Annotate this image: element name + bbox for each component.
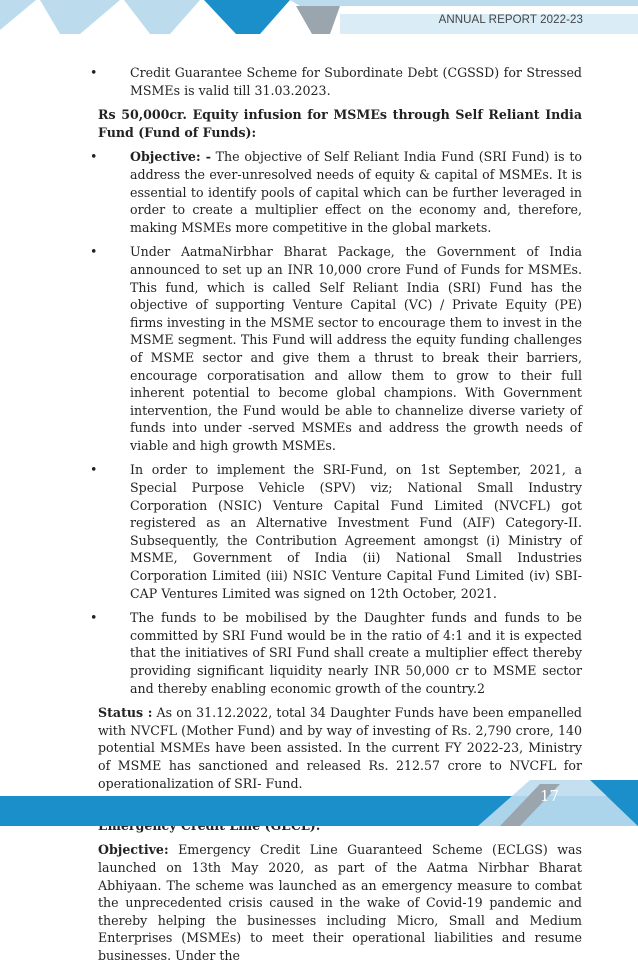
funds-bullet: • The funds to be mobilised by the Daughter funds and funds to be committed by SRI Fund would be in the ratio of 4:1 and it is expected that the initiatives of SRI Fund shall create a multiplier effect thereby providing significant liquidity nearly INR 50,000 cr to MSME sector and thereby enabling economic growth of the country.2 [98,609,582,697]
report-title: ANNUAL REPORT 2022-23 [438,14,583,26]
page-number: 17 [540,787,560,805]
spv-bullet: • In order to implement the SRI-Fund, on 1st September, 2021, a Special Purpose Vehicle (SPV) viz; National Small Industry Corporation (NSIC) Venture Capital Fund Limited (NVCFL) got registered as an Alternative Investment Fund (AIF) Category-II. Subsequently, the Contribution Agreement amongst (i) Ministry of MSME, Government of India (ii) National Small Industries Corporation Limited (iii) NSIC Venture Capital Fund Limited (iv) SBI-CAP Ventures Limited was signed on 12th October, 2021. [98,461,582,602]
status-text: As on 31.12.2022, total 34 Daughter Funds have been empanelled with NVCFL (Mother Fund) and by way of investing of Rs. 2,790 crore, 140 potential MSMEs have been assisted. In the current FY 2022-23, Ministry of MSME has sanctioned and released Rs. 212.57 crore to NVCFL for operationalization of SRI- Fund. [98,705,582,791]
objective-label: Objective: - [130,149,211,165]
eclgs-objective-label: Objective: [98,842,169,858]
cgssd-bullet: • Credit Guarantee Scheme for Subordinate Debt (CGSSD) for Stressed MSMEs is valid till 31.03.2023. [98,64,582,99]
page-content [98,64,582,972]
aatmanirbhar-bullet: • Under AatmaNirbhar Bharat Package, the Government of India announced to set up an INR 10,000 crore Fund of Funds for MSMEs. This fund, which is called Self Reliant India (SRI) Fund has the objective of supporting Venture Capital (VC) / Private Equity (PE) firms investing in the MSME sector to encourage them to invest in the MSME segment. This Fund will address the equity funding challenges of MSME sector and give them a thrust to break their barriers, encourage corporatisation and allow them to grow to their full inherent potential to become global champions. With Government intervention, the Fund would be able to channelize diverse variety of funds into under -served MSMEs and address the growth needs of viable and high growth MSMEs. [98,243,582,454]
eclgs-objective-text: Emergency Credit Line Guaranteed Scheme (ECLGS) was launched on 13th May 2020, as part of the Aatma Nirbhar Bharat Abhiyaan. The scheme was launched as an emergency measure to combat the unprecedented crisis caused in the wake of Covid-19 pandemic and thereby helping the businesses including Micro, Small and Medium Enterprises (MSMEs) to meet their operational liabilities and resume businesses. Under the [98,842,582,963]
status-label: Status : [98,705,153,721]
sri-fund-heading: Rs 50,000cr. Equity infusion for MSMEs through Self Reliant India Fund (Fund of Funds): [98,107,582,140]
sri-objective-bullet [98,148,582,236]
objective-text: The objective of Self Reliant India Fund (SRI Fund) is to address the ever-unresolved needs of equity & capital of MSMEs. It is essential to identify pools of capital which can be further leveraged in order to create a multiplier effect on the economy and, therefore, making MSMEs more competitive in the global markets. [130,149,582,235]
eclgs-objective-paragraph [98,841,582,964]
